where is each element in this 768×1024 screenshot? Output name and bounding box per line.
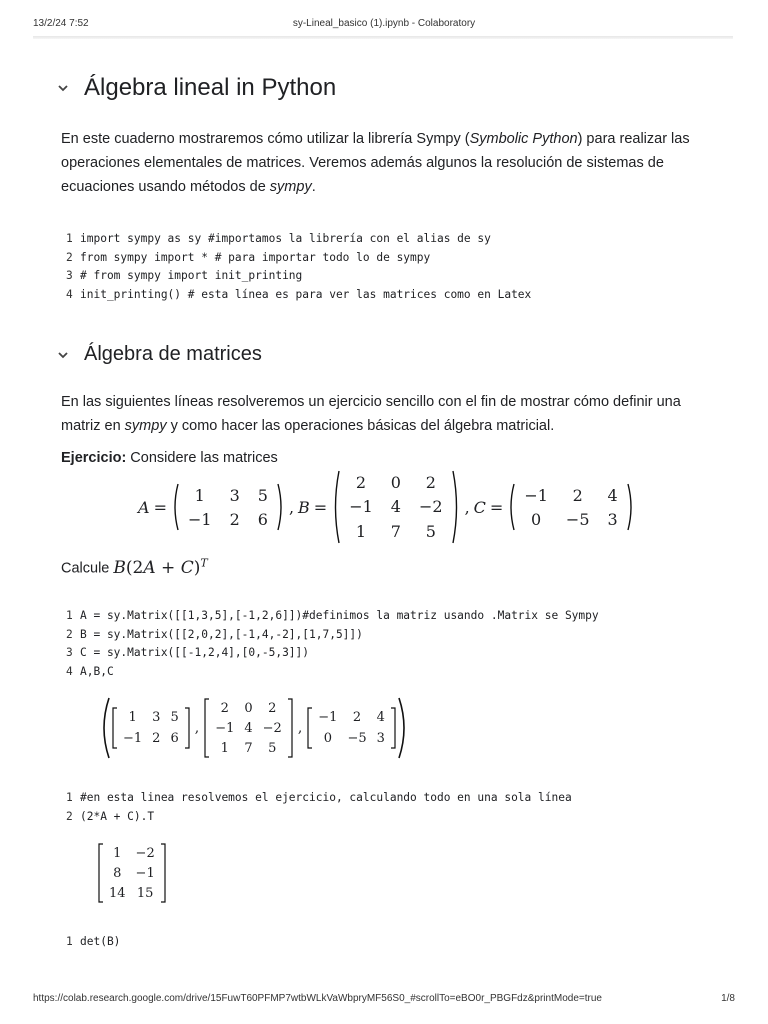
matrix-cell: 5 <box>268 740 277 756</box>
matrix-cell: 2 <box>220 700 229 716</box>
output-matrices-tuple <box>98 697 410 759</box>
matrix-B-table <box>340 470 451 544</box>
matrix-cell: −1 <box>318 710 338 725</box>
matrix-cell: 4 <box>607 485 618 505</box>
paragraph-text: y como hacer las operaciones básicas del álgebra matricial. <box>166 418 555 434</box>
matrix-cell: 2 <box>572 485 583 505</box>
matrix-cell: 1 <box>113 845 122 861</box>
matrix-cell: −1 <box>187 509 212 529</box>
matrix-cell: 7 <box>390 522 401 542</box>
chevron-down-icon[interactable] <box>56 81 70 95</box>
print-url: https://colab.research.google.com/drive/15FuwT60PFMP7wtbWLkVaWbpryMF56S0_#scrollTo=eBO0r_PBGFdz&printMode=true <box>33 993 602 1004</box>
line-number: 3 <box>66 269 73 282</box>
code-cell-determinant[interactable] <box>66 933 120 952</box>
matrix-row <box>515 507 626 531</box>
matrix-cell: 1 <box>128 710 137 725</box>
code-line[interactable] <box>66 230 531 249</box>
tuple-right-paren <box>398 697 410 759</box>
matrix-cell: 15 <box>136 885 154 901</box>
right-bracket <box>390 707 396 749</box>
matrix-cell: 5 <box>257 485 268 505</box>
matrix-cell: 6 <box>170 731 179 746</box>
math-operator: = <box>489 497 504 517</box>
output-matrix-B-table <box>210 698 287 758</box>
code-line[interactable] <box>66 286 531 305</box>
math-operator: = <box>313 497 328 517</box>
code-line[interactable] <box>66 626 599 645</box>
matrix-cell: 5 <box>425 522 436 542</box>
right-bracket <box>287 698 293 758</box>
output-matrix-B <box>204 698 293 758</box>
section-title: Álgebra de matrices <box>84 343 262 365</box>
line-number: 2 <box>66 627 73 641</box>
matrix-cell: 4 <box>390 497 401 517</box>
math-symbol: C <box>473 497 486 517</box>
right-paren <box>452 470 461 544</box>
matrix-cell: 2 <box>355 472 367 492</box>
math-comma: , <box>288 497 295 517</box>
tuple-comma: , <box>297 720 303 736</box>
matrix-row <box>104 863 160 883</box>
math-comma: , <box>464 497 470 517</box>
matrix-row <box>118 707 184 728</box>
matrix-row <box>104 883 160 903</box>
matrix-cell: 2 <box>152 731 161 746</box>
intro-text: ) para realizar las operaciones elementales de matrices. Veremos además algunos la resolución de sistemas de ecuaciones usando métodos de <box>61 131 690 195</box>
matrix-row <box>179 483 277 507</box>
line-number: 2 <box>66 809 73 823</box>
exercise-line <box>61 446 721 470</box>
code-text: A = sy.Matrix([[1,3,5],[-1,2,6]])#definimos la matriz usando .Matrix se Sympy <box>80 609 599 622</box>
code-text: A,B,C <box>80 664 114 678</box>
matrix-B <box>331 470 460 544</box>
exercise-text: Considere las matrices <box>126 450 278 466</box>
right-paren <box>627 483 635 531</box>
matrix-cell: 14 <box>109 885 126 901</box>
matrix-cell: 2 <box>268 700 277 716</box>
code-text: C = sy.Matrix([[-1,2,4],[0,-5,3]]) <box>80 646 310 659</box>
matrix-row <box>515 483 626 507</box>
matrix-row <box>179 507 277 531</box>
exercise-label: Ejercicio: <box>61 450 127 466</box>
left-paren <box>507 483 515 531</box>
print-title: sy-Lineal_basico (1).ipynb - Colaboratory <box>292 18 476 29</box>
code-line[interactable] <box>66 249 531 268</box>
matrix-cell: −5 <box>347 731 367 746</box>
matrix-cell: 1 <box>194 485 205 505</box>
matrix-cell: 3 <box>376 731 385 746</box>
line-number: 1 <box>66 935 73 948</box>
matrix-cell: 0 <box>323 731 332 746</box>
matrices-paragraph <box>61 390 721 438</box>
left-paren <box>171 483 179 531</box>
matrix-cell: −1 <box>135 865 155 881</box>
calcule-expression: $B(2A + C)^T$ <box>113 556 208 578</box>
code-text: B = sy.Matrix([[2,0,2],[-1,4,-2],[1,7,5]]) <box>80 627 363 641</box>
intro-text: . <box>311 179 316 195</box>
code-line[interactable] <box>66 267 531 286</box>
code-cell-define-matrices[interactable] <box>66 607 599 681</box>
matrix-row <box>210 718 287 738</box>
matrix-cell: −2 <box>418 497 443 517</box>
matrix-cell: 1 <box>355 522 367 542</box>
matrix-cell: 7 <box>244 740 253 756</box>
section-heading-algebra-matrices[interactable] <box>56 343 262 366</box>
right-bracket <box>184 707 190 749</box>
matrix-cell: 3 <box>229 485 240 505</box>
matrix-cell: 5 <box>170 710 179 725</box>
intro-text: En este cuaderno mostraremos cómo utilizar la librería Sympy ( <box>61 131 470 147</box>
matrix-row <box>340 519 451 544</box>
line-number: 1 <box>66 791 73 804</box>
code-line[interactable] <box>66 789 572 808</box>
matrix-cell: 3 <box>607 509 618 529</box>
matrix-cell: −1 <box>524 485 548 505</box>
matrix-A-table <box>179 483 277 531</box>
result-matrix-table <box>104 843 160 903</box>
matrix-A <box>171 483 285 531</box>
matrix-row <box>340 495 451 520</box>
matrix-C-table <box>515 483 626 531</box>
matrix-cell: 0 <box>390 472 401 492</box>
line-number: 3 <box>66 646 73 659</box>
matrix-cell: 2 <box>352 710 362 725</box>
matrix-C <box>507 483 634 531</box>
print-datetime: 13/2/24 7:52 <box>33 18 89 29</box>
calcule-text: Calcule <box>61 560 114 577</box>
code-line[interactable] <box>66 607 599 626</box>
matrix-row <box>313 707 390 728</box>
matrix-cell: 4 <box>376 710 385 725</box>
top-divider <box>33 36 733 39</box>
matrix-cell: 2 <box>229 509 240 529</box>
intro-emphasis: Symbolic Python <box>469 131 578 147</box>
right-paren <box>277 483 285 531</box>
matrix-row <box>210 698 287 718</box>
code-line[interactable] <box>66 808 572 827</box>
line-number: 2 <box>66 250 73 264</box>
line-number: 1 <box>66 609 73 622</box>
code-line[interactable] <box>66 933 120 952</box>
output-matrix-A-table <box>118 707 184 749</box>
matrix-cell: −1 <box>215 720 235 736</box>
output-matrix-C-table <box>313 707 390 749</box>
chevron-down-icon[interactable] <box>56 348 70 362</box>
math-operator: = <box>153 497 167 517</box>
matrix-cell: 8 <box>113 865 122 881</box>
matrix-cell: −1 <box>123 731 143 746</box>
tuple-comma: , <box>194 720 200 736</box>
section-heading-algebra-lineal[interactable] <box>56 74 336 102</box>
matrix-cell: 6 <box>257 509 268 529</box>
code-text: det(B) <box>80 935 121 948</box>
code-text: import sympy as sy #importamos la librería con el alias de sy <box>80 232 491 245</box>
line-number: 4 <box>66 664 73 678</box>
code-cell-imports[interactable] <box>66 230 531 304</box>
output-matrix-A <box>112 707 190 749</box>
matrix-row <box>118 728 184 749</box>
code-text: from sympy import * # para importar todo lo de sympy <box>80 250 431 264</box>
line-number: 4 <box>66 287 73 301</box>
tuple-left-paren <box>98 697 110 759</box>
matrix-cell: −1 <box>349 497 373 517</box>
matrix-row <box>210 738 287 758</box>
matrix-cell: 0 <box>244 700 253 716</box>
right-bracket <box>160 843 166 903</box>
code-line[interactable] <box>66 644 599 663</box>
matrix-cell: −5 <box>565 509 590 529</box>
code-text: init_printing() # esta línea es para ver las matrices como en Latex <box>80 287 532 301</box>
output-matrix-C <box>307 707 396 749</box>
page-number: 1/8 <box>721 993 735 1004</box>
code-line[interactable] <box>66 663 599 682</box>
code-text: #en esta linea resolvemos el ejercicio, calculando todo en una sola línea <box>80 791 572 804</box>
matrix-cell: 0 <box>531 509 542 529</box>
matrix-cell: 3 <box>152 710 161 725</box>
code-text: # from sympy import init_printing <box>80 269 303 282</box>
section-title: Álgebra lineal in Python <box>84 74 337 101</box>
line-number: 1 <box>66 232 73 245</box>
output-result-matrix <box>98 842 166 904</box>
matrix-definitions <box>138 470 635 544</box>
left-paren <box>331 470 340 544</box>
paragraph-text: En las siguientes líneas resolveremos un ejercicio sencillo con el fin de mostrar cómo definir una matriz en <box>61 394 681 434</box>
matrix-cell: −2 <box>262 720 282 736</box>
matrix-row <box>340 470 451 495</box>
code-cell-solve[interactable] <box>66 789 572 826</box>
matrix-row <box>313 728 390 749</box>
matrix-cell: 4 <box>244 720 253 736</box>
matrix-cell: 2 <box>425 472 436 492</box>
matrix-row <box>104 843 160 863</box>
math-symbol: A <box>138 497 150 517</box>
paragraph-emphasis: sympy <box>124 418 167 434</box>
math-symbol: B <box>298 497 310 517</box>
matrix-cell: −2 <box>135 845 155 861</box>
code-text: (2*A + C).T <box>80 809 155 823</box>
result-matrix <box>98 843 166 903</box>
matrix-cell: 1 <box>220 740 229 756</box>
calcule-line <box>61 551 721 581</box>
intro-emphasis: sympy <box>269 179 312 195</box>
intro-paragraph <box>61 127 721 199</box>
